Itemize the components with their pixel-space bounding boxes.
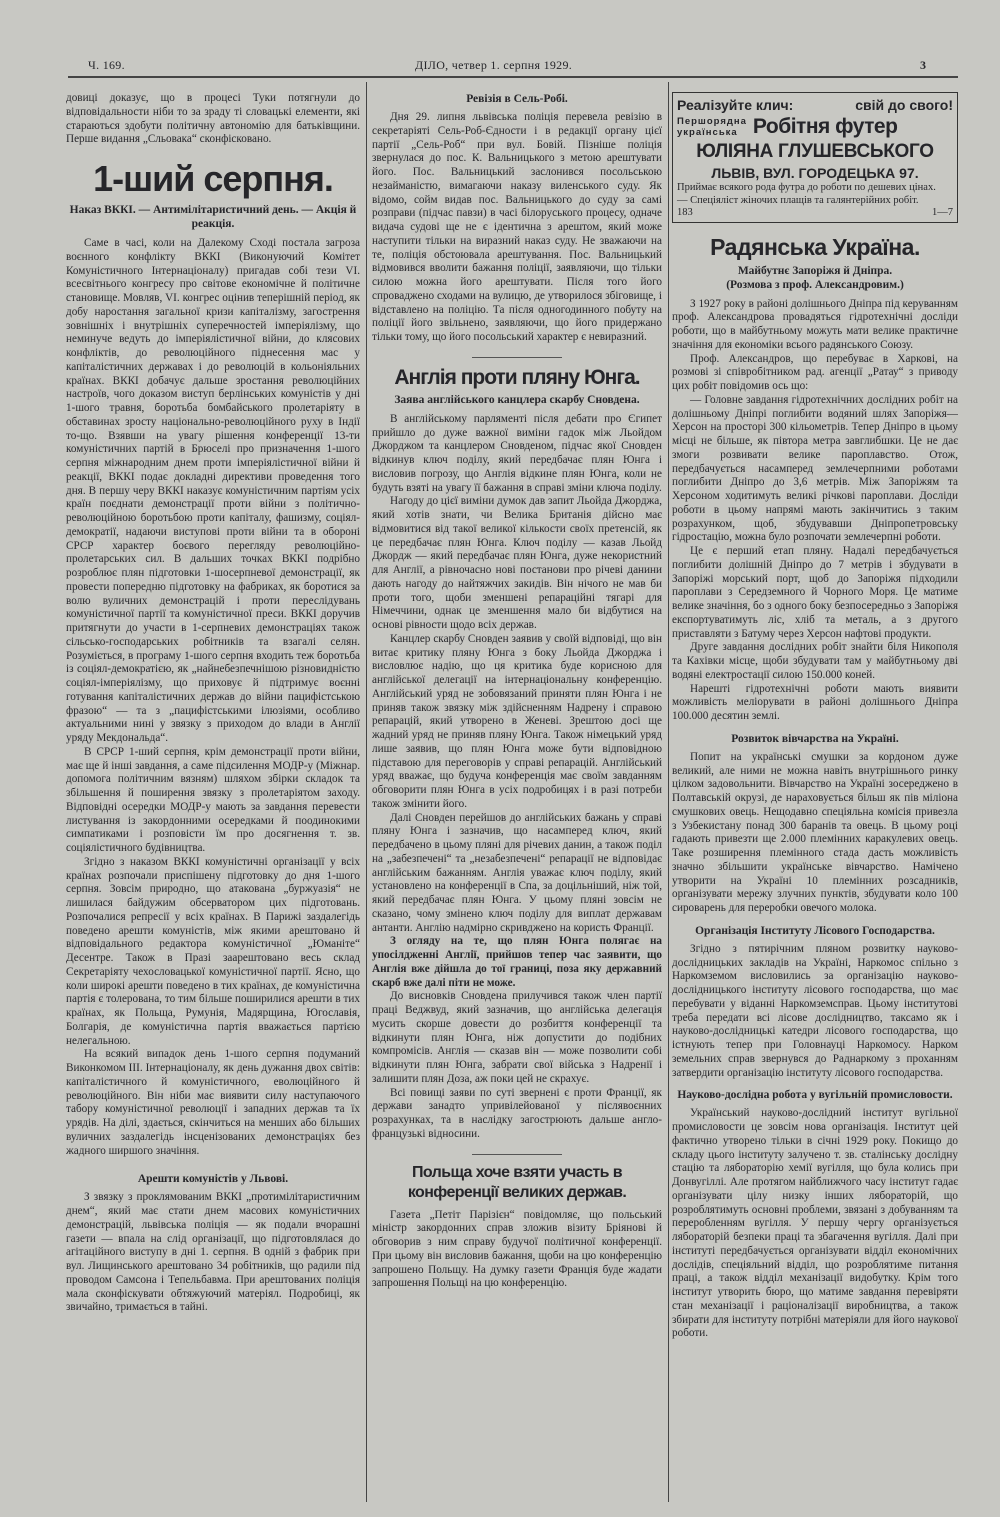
paragraph: — Головне завдання гідротехнічних дослідних робіт на долішньому Дніпрі поглибити водяний шлях Запоріжя—Херсон на просторі 300 кільометрів. Тепер Дніпро в цьому місці не більше, як півтора метра завглибшки. Це не дає змоги розвивати велике пароплавство. Отож, передбачується насамперед землечерпними роботами поглибити Дніпро до 3,6 метрів. Між Запоріжям та Херсоном ходитимуть великі річкові пароплави. Досліди роботи в цьому напрямі мають закінчитись з таким розрахунком, щоб, збудувавши Дніпропетровську гідростацію, можна було розпочати землечерпні роботи. xyxy=(672,393,958,544)
article-subtitle: Майбутнє Запоріжя й Дніпра. xyxy=(737,264,893,277)
page-number: 3 xyxy=(920,58,927,72)
ad-slogan: Реалізуйте клич: xyxy=(677,97,794,113)
ad-info: Приймає всякого рода футра до роботи по дешевих цінах. xyxy=(677,182,936,193)
ad-kicker: українська xyxy=(677,127,738,138)
paragraph: Дня 29. липня львівська поліція перевела ревізію в секретаріяті Сель-Роб-Єдности і в редакції органу цієї партії „Сель-Роб“ при вул. Бовій. Пізніше поліція звернулася до пос. К. Вальницького з метою арештувати його. Пос. Вальницький заслонився посольською незайманістю, вимагаючи наказу виленського суду. Як відомо, сойм видав пос. Вальницького до суду за самі розправи (підчас павзи) в часі білоруського процесу, одначе видача судові ще не є ідентична з арештом, який може наступити тільки на виразний наказ суду. Не зважаючи на те, поліція обстоювала арештування. Пос. Вальницький відмовився вволити бажання поліції, заявляючи, що тільки силою можна його арештувати. Після того його спроваджено сходами на вулицю, де утворилося збіговище, і відставлено на поліцію. Та після одногодинного побуту на поліції його звільнено, заявляючи, що його придержано тільки тому, що його посольський характер є невиразний. xyxy=(372,111,662,343)
ad-business-name: ЮЛІЯНА ГЛУШЕВСЬКОГО xyxy=(696,141,934,162)
article-title: Польща хоче взяти участь в конференції великих держав. xyxy=(407,1163,627,1201)
paragraph: Далі Сновден перейшов до англійських бажань у справі пляну Юнга і зазначив, що насамперед ключ, який передбачено в цьому пляні для річевих данин, а також поділ на „забезпечені“ та „незабезпечені“ репарації не відповідає англійським бажанням. Англія уважає ключ поділу, який установлено на конференції в Спа, за доцільніший, ніж той, який передбачає плян Юнга. У цьому пляні зовсім не сказано, чому змінено ключ поділу для виплат державам антанти. Англію надмірно скривджено на користь Франції. xyxy=(372,811,662,934)
column-1 xyxy=(66,92,360,1510)
column-divider xyxy=(366,82,367,1502)
ad-headline: Робітня футер xyxy=(752,115,898,138)
paragraph: Згідно з наказом ВККІ комуністичні організації у всіх країнах розпочали приспішену підготовку до дня 1-шого серпня. Зовсім природно, що атакована „буржуазія“ не лишилася байдужим обсерватором цих підготовань. Розпочалися репресії у всіх країнах. В Парижі заздалегідь поведено арешти комуністів, між якими арештовано й відповідального редактора комуністичної „Юманіте“ Десентре. Також в Празі заарештовано весь склад Секретаріяту чехословацької комуністичної партії. Ясно, що коли широкі арешти поведено в тих країнах, де комуністична партія є толерована, то тим більше поширилися арешти в тих країнах, як Польща, Румунія, Мадярщина, Югославія, Болгарія, де комуністична партія вважається партією нелегальною. xyxy=(66,855,360,1047)
bold-paragraph: З огляду на те, що плян Юнга полягає на упосілдженні Англії, прийшов тепер час заявити, що Англія вже дійшла до тої границі, поза яку державний скарб вже далі піти не може. xyxy=(372,935,662,989)
paragraph: Канцлер скарбу Сновден заявив у своїй відповіді, що він витає критику пляну Юнга з боку Льойда Джорджа і висловлює надію, що ця критика буде корисною для англійської делегації на інтернаціональну конференцію. Англійський уряд не зобовязаний приняти плян Юнга і не приняв також звязку між здійсненням Надрену і справою репарацій, який утворено в Женеві. Зрештою досі ще жадний уряд не приняв пляну Юнга. Також німецький уряд лише заявив, що плян Юнга може бути відповідною підставою для переговорів у справі репарацій. Англійський уряд вважає, що будуча конференція має своїм завданням обговорити плян Юнга в усіх подробицях і в разі потреби також змінити його. xyxy=(372,632,662,810)
article-title: Організація Інституту Лісового Господарства. xyxy=(695,924,935,937)
ad-address: ЛЬВІВ, ВУЛ. ГОРОДЕЦЬКА 97. xyxy=(711,165,919,181)
issue-number: Ч. 169. xyxy=(88,58,125,72)
ad-code: 1—7 xyxy=(932,207,953,218)
column-2 xyxy=(372,92,662,1510)
paragraph: На всякий випадок день 1-шого серпня подуманий Виконкомом III. Інтернаціоналу, як день дужання двох світів: капіталістичного й комуністичного, еволюційного й революційного. Він ніби має виявити силу наступаючого табору комуністичної революції і западних держав та їх урядів. На ділі, здається, скінчиться на менших або більших вуличних заздалегідь інсценізованих демонстраціях без жадного ширшого значіння. xyxy=(66,1048,360,1157)
paragraph: Нагоду до цієї виміни думок дав запит Льойда Джорджа, який хотів знати, чи Велика Британія дійсно має відмовитися від такої великої кількости своїх претенсій, як це передбачає плян Юнга. Ключ поділу — казав Льойд Джордж — який передбачає плян Юнга, дуже некористний для Англії, а рівночасно нові постанови про річеві данини дають нагоду до найтяжчих закидів. Він нічого не мав би проти того, щоби зменшені репараційні тягарі для Німеччини, однак це зменшення мало би відбутися на основі рівности щодо всіх держав. xyxy=(372,495,662,631)
paragraph: Попит на українські смушки за кордоном дуже великий, але ними не можна навіть внутрішнього ринку цілком задовольнити. Вівчарство на Україні зосереджено в Полтавській окрузі, де нараховується більш як пів міліона смушкових овець. Нещодавно спеціяльна комісія привезла з Узбекистану понад 300 баранів та овець. В цьому році гадають привезти ще 2.000 племінних каракулевих овець. Таке розширення племінного стада дасть можливість значно збільшити українське вівчарство. Намічено утворити на Україні 10 племінних розсадників, організувати мережу злучних пунктів, збудувати коло 100 сироварень для переробки овечого молока. xyxy=(672,750,958,914)
paragraph: Друге завдання дослідних робіт знайти біля Никополя та Кахівки місце, щоби збудувати там у майбутньому дві водяні електростації силою 150.000 коней. xyxy=(672,641,958,681)
paragraph: Газета „Петіт Парізієн“ повідомляє, що польський міністр закордонних справ зложив візиту Бріянові й обговорив з ним справу будучої політичної конференції. При цьому він висловив бажання, щоби на цю конференцію запрошено Польщу. На думку газети Франція буде жадати запрошення Польщі на цю конференцію. xyxy=(372,1208,662,1290)
article-continuation: довиці доказує, що в процесі Туки потягнули до відповідальности ніби то за зраду ті словацькі елементи, які стараються здобути політичну автономію для батьківщини. Перше видання „Сльовака“ сконфісковано. xyxy=(66,92,360,146)
ad-code: 183 xyxy=(677,207,693,218)
header-rule xyxy=(68,76,958,78)
masthead: ДІЛО, четвер 1. серпня 1929. xyxy=(415,58,573,72)
article-title: Розвиток вівчарства на Україні. xyxy=(731,732,899,745)
ad-kicker-group xyxy=(677,116,747,138)
paragraph: Проф. Александров, що перебуває в Харкові, на розмові зі співробітником рад. агенції „Ратау“ з приводу цих робіт повідомив ось що: xyxy=(672,352,958,392)
article-subtitle: Заява англійського канцлера скарбу Сновдена. xyxy=(394,393,640,406)
article-title: Ревізія в Сель-Робі. xyxy=(466,93,568,105)
paragraph: З звязку з проклямованим ВККІ „протимілітаристичним днем“, який має стати днем масових комуністичних демонстрацій, львівська поліція — як подали вчорашні газети — впала на слід організації, що підготовлялася до агітаційного виступу в дні 1. серпня. В одній з фабрик при вул. Лищинського арештовано 34 робітників, що радили під проводом Самсона і Тепельбавма. При арештованих поліція мала сконфіскувати обтяжуючий матеріял. Подробиці, як звичайно, тримається в тайні. xyxy=(66,1191,360,1314)
ad-kicker: Першорядна xyxy=(677,116,747,127)
ad-slogan: свій до свого! xyxy=(855,97,953,113)
paragraph: З 1927 року в районі долішнього Дніпра під керуванням проф. Александрова провадяться гідротехнічні досліди роботи, що в майбутньому можуть мати велике практичне значіння для економіки всього радянського Союзу. xyxy=(672,297,958,351)
paragraph: В СРСР 1-ший серпня, крім демонстрації проти війни, має ще й інші завдання, а саме підсилення МОДР-у (Міжнар. допомога політичним вязням) шляхом збірки складок та збільшення й поширення звязку з пролетаріятом заходу. Відповідні осередки МОДР-у мають за завдання перевести листування із закордонними осередками й поодинокими симпатиками і розповісти їм про досягнення т. зв. соціялістичного будівництва. xyxy=(66,745,360,854)
divider xyxy=(472,1154,562,1155)
column-3 xyxy=(672,92,958,1510)
paragraph: В англійському парляменті після дебати про Єгипет прийшло до дуже важної виміни гадок між Льойдом Джорджом та канцлером Сновденом, підчас якої Сновден відкинув ключ поділу, який передбачає плян Юнга і висловив погрозу, що Англія відкине плян Юнга, коли не будуть взяті на увагу її бажання в справі зміни ключа поділу. xyxy=(372,412,662,494)
divider xyxy=(472,357,562,358)
article-title: Арешти комуністів у Львові. xyxy=(137,1173,289,1186)
paragraph: Саме в часі, коли на Далекому Сході постала загроза воєнного конфлікту ВККІ (Виконуючий Комітет Комуністичного Інтернаціоналу) пригадав собі тези VI. всесвітнього конгресу про світове економічне й політичне становище. Мовляв, VI. конгрес оцінив теперішній період, як добу наростання загальної кризи капіталізму, загострення зовнішніх і внутрішніх суперечностей імперіялізму, що неминуче ведуть до імперіялістичної війни, до клясових конфліктів, до революційного піднесення мас у капіталістичних державах і до революцій в кольоніяльних країнах. ВККІ добачує дальше зростання революційних настроїв, чого доказом виступ берлінських комуністів у дні 1-шого травня, боротьба бомбайського пролетаріяту в обставинах зросту національно-революційного руху в Індії то-що. Взявши на увагу рішення конференції 13-ти комуністичних партій в Брюселі про призначення 1-шого серпня міжнародним днем проти імперіялістичної війни й реакції, ВККІ подає докладні директиви проведення того дня. В першу черу ВККІ наказує комуністичним партіям усіх країн поєднати демонстрації проти війни з політично-революційною боротьбою проти капіталу, фашизму, соціял-демократії, надаючи виступові проти війни та в обороні СРСР характер боєвого перегляду революційно-пролетарських сил. В дальших точках ВККІ подрібно розроблює плян підготовки 1-шосерпневої демонстрації, як провести попередню підготовку на фабриках, як боротися за волю вуличних демонстрацій і проти переслідувань комуністичної партії та комуністичної преси. ВККІ доручив притягнути до участи в 1-серпневих демонстраціях також сільсько-господарських робітників та взагалі селян. Розуміється, в програму 1-шого серпня входить теж боротьба із соціял-демократією, як „найнебезпечнішою різновидністю соціял-імперіялізму, що приховує й підтримує воєнні готування капіталістичних держав до війни пацифістською фразою“ — та з „пацифістськими ілюзіями, особливо актуальними нині у звязку з приходом до влади в Англії уряду Мекдональда“. xyxy=(66,237,360,744)
article-subtitle: (Розмова з проф. Александровим.) xyxy=(726,278,904,291)
ad-info: — Спеціяліст жіночих плащів та галянтерійних робіт. xyxy=(677,194,919,206)
article-subtitle: Наказ ВККІ. — Антимілітаристичний день. — Акція й реакція. xyxy=(69,204,357,230)
paragraph: Згідно з пятирічним пляном розвитку науково-дослідницьких закладів на Україні, Наркомос спільно з Наркомземом висловились за організацію науково-дослідницького інституту лісового господарства, що має перебувати у віданні Наркомземсправ. Цьому інститутові треба передати всі лісове дослідництво, таксамо як і науково-дослідницькі катедри лісового господарства, що істнують тепер при Головнауці Наркомосу. Нарком земельних справ звернувся до Раднаркому з проханням затвердити організацію інституту лісового господарства. xyxy=(672,942,958,1079)
paragraph: Нарешті гідротехнічні роботи мають виявити можливість меліорувати в районі долішнього Дніпра 100.000 десятин землі. xyxy=(672,682,958,722)
paragraph: До висновків Сновдена прилучився також член партії праці Веджвуд, який зазначив, що англійська делегація мусить скорше довести до розбиття конференції та відкинути плян Юнга, ніж допустити до подібних компромісів. Англія — сказав він — може позволити собі відкинути плян Юнга, забрати свої війська з Надренії і залишити плян Доза, аж поки цей не скрахує. xyxy=(372,990,662,1085)
paragraph: Український науково-дослідний інститут вугільної промисловости це зовсім нова організація. Інститут цей фактично утворено тільки в січні 1929 року. Покищо до складу цього інституту залучено т. зв. сталінську дослідну стацію та лябораторію хемії вугілля, що була колись при Донвугіллі. Але протягом найближчого часу інститут гадає організувати цілу низку інших лябораторій, що розроблятимуть основні проблеми, звязані з добуванням та переробленням вугілля. У першу чергу організується лябораторій безпеки праці та збагачення вугілля. Далі при інституті передбачується організувати відділ економічних дослідів, спеціяльний відділ, що розроблятиме питання праці, а також відділ механізації видобутку. Крім того інститут утворить бюро, що матиме завдання перевіряти стан механізації і раціоналізації виробництва, а також збирати для інституту потрібні матеріяли для його наукової роботи. xyxy=(672,1107,958,1340)
article-title: 1-ший серпня. xyxy=(93,158,333,199)
article-title: Науково-дослідна робота у вугільній промисловости. xyxy=(677,1089,953,1102)
column-divider xyxy=(668,82,669,1502)
advertisement xyxy=(672,92,958,223)
paragraph: Це є перший етап пляну. Надалі передбачується поглибити долішній Дніпро до 7 метрів і збудувати в Запоріжі морський порт, щоб до Запоріжя підходили пароплави з Середземного й Чорного Моря. Це матиме велике значіння, бо з одного боку безпосередньо з Запоріжя експортуватимуть ліс, хліб та металь, а з другого приставляти з Батуму через Херсон нафтові продукти. xyxy=(672,545,958,640)
article-title: Радянська Україна. xyxy=(710,233,920,260)
article-title: Англія проти пляну Юнга. xyxy=(394,365,640,389)
paragraph: Всі повищі заяви по суті звернені є проти Франції, як держави занадто упривілейованої у післявоєнних розрахунках, та в наслідку загострюють дальше англо-французькі відносини. xyxy=(372,1086,662,1140)
